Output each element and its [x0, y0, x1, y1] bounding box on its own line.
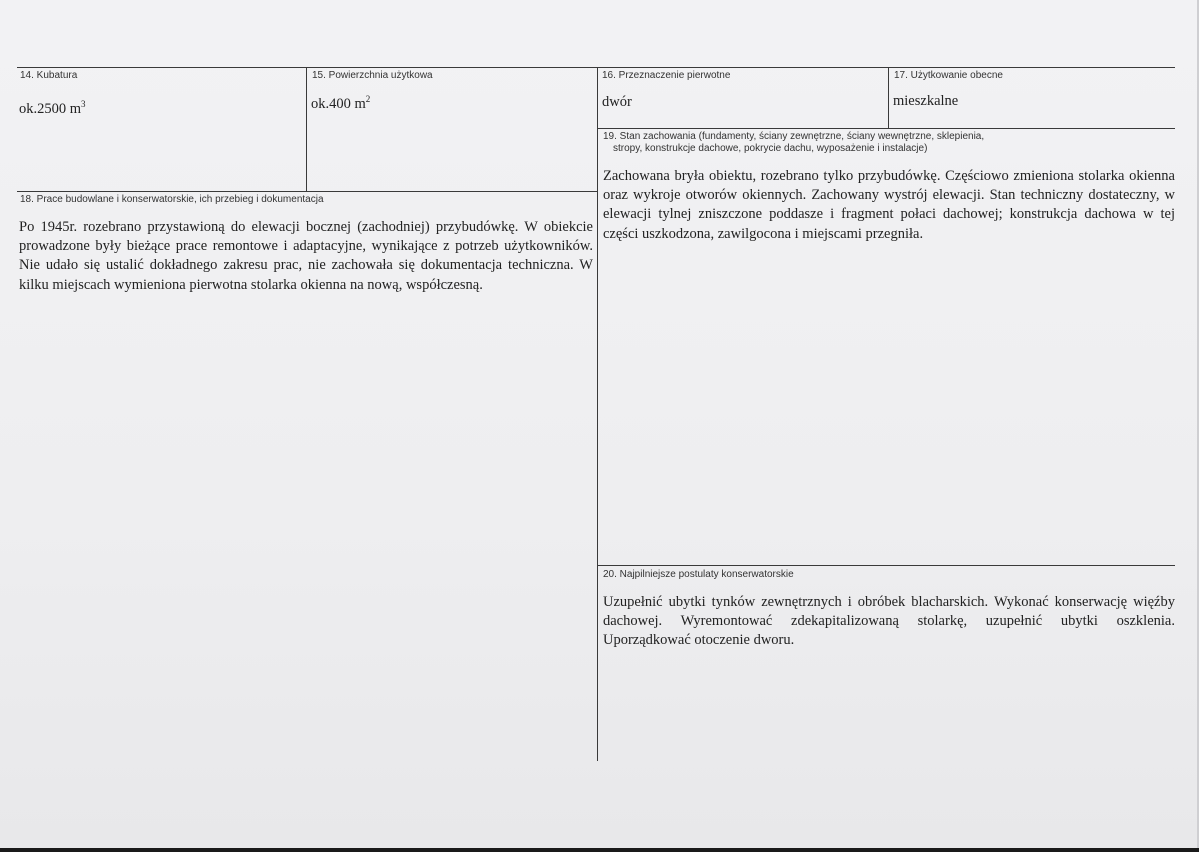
field-15-unit-exponent: 2 [365, 94, 371, 105]
field-16-value: dwór [602, 94, 632, 110]
divider-16-17 [888, 67, 889, 128]
field-20-text: Uzupełnić ubytki tynków zewnętrznych i obróbek blacharskich. Wykonać konserwację więźby dachowej. Wyremontować zdekapitalizowaną stolarkę, uzupełnić ubytki oszklenia. Uporządkować otoczenie dworu. [603, 594, 1175, 649]
field-20-label: 20. Najpilniejsze postulaty konserwatorskie [603, 569, 794, 580]
field-15-value-text: ok.400 m [311, 96, 366, 112]
field-18-label: 18. Prace budowlane i konserwatorskie, ich przebieg i dokumentacja [20, 194, 324, 205]
field-17-label: 17. Użytkowanie obecne [894, 70, 1003, 81]
field-15-value [311, 96, 370, 113]
field-18-text: Po 1945r. rozebrano przystawioną do elewacji bocznej (zachodniej) przybudówkę. W obiekcie prowadzone były bieżące prace remontowe i adaptacyjne, wynikające z potrzeb użytkowników. Nie udało się ustalić dokładnego zakresu prac, nie zachowała się dokumentacja techniczna. W kilku miejscach wymieniona pierwotna stolarka okienna na nową, współczesną. [19, 219, 593, 293]
rule-above-18 [17, 191, 597, 192]
rule-above-19 [597, 128, 1175, 129]
field-19-label-line1: 19. Stan zachowania (fundamenty, ściany zewnętrzne, ściany wewnętrzne, sklepienia, [603, 131, 985, 142]
field-17-value: mieszkalne [893, 93, 959, 109]
field-16-label: 16. Przeznaczenie pierwotne [602, 70, 731, 81]
divider-center [597, 67, 598, 761]
field-19-label-line2: stropy, konstrukcje dachowe, pokrycie dachu, wyposażenie i instalacje) [613, 143, 928, 154]
divider-14-15 [306, 67, 307, 191]
field-14-value [19, 101, 86, 118]
page-bottom-edge [0, 848, 1199, 852]
field-19-text: Zachowana bryła obiektu, rozebrano tylko przybudówkę. Częściowo zmieniona stolarka okienna oraz wykroje otworów okiennych. Zachowany wystrój elewacji. Stan techniczny dostateczny, w elewacji tylnej zniszczone poddasze i fragment połaci dachowej; konstrukcja dachowa w tej części uszkodzona, zawilgocona i miejscami przegniła. [603, 168, 1175, 242]
field-14-unit-exponent: 3 [81, 99, 86, 110]
field-15-label: 15. Powierzchnia użytkowa [312, 70, 433, 81]
field-14-label: 14. Kubatura [20, 70, 78, 81]
field-14-value-text: ok.2500 m [19, 101, 82, 117]
top-rule [17, 67, 1175, 68]
rule-above-20 [597, 565, 1175, 566]
